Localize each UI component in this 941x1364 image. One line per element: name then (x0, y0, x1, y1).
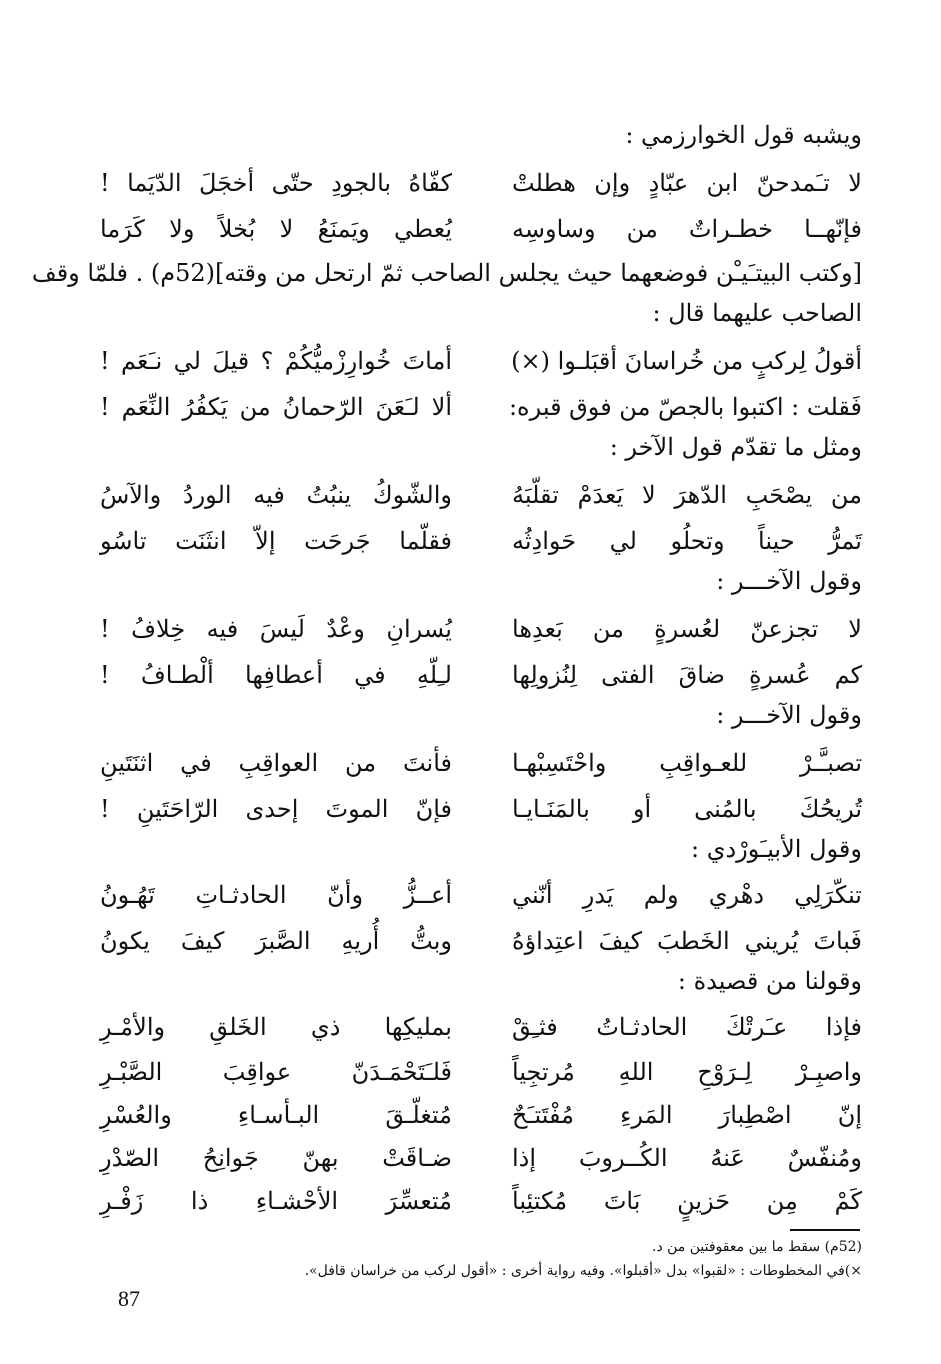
intro-line: وقول الآخـــر : (716, 701, 862, 729)
verse-first-hemistich: أقولُ لِركبٍ من خُراسانَ أقبَلـوا (×) (511, 347, 862, 375)
verse-first-hemistich: تصبـَّـرْ للعـواقِبِ واحْتَسِبْهـا (512, 749, 862, 777)
verse-line (100, 922, 862, 960)
verse-first-hemistich: فإنّهــا خطـراتٌ من وساوسِه (512, 215, 862, 243)
footnote: ×)في المخطوطات : «لقبوا» بدل «أقبلوا». وفيه رواية أخرى : «أقول لركب من خراسان قافل». (304, 1263, 862, 1279)
verse-line (100, 476, 862, 514)
verse-first-hemistich: لا تـَمدحنّ ابن عبّادٍ وإن هطلتْ (512, 169, 862, 197)
verse-second-hemistich: يُسرانِ وعْدٌ لَيسَ فيه خِلافُ ! (100, 615, 452, 643)
verse-second-hemistich: فأنتَ من العواقِبِ في اثنَتَينِ (100, 749, 452, 777)
verse-second-hemistich: فقلّما جَرحَت إلاّ انثَنَت تاسُو (100, 527, 452, 555)
verse-second-hemistich: يُعطي ويَمنَعُ لا بُخلاً ولا كَرَما (100, 215, 452, 243)
intro-line: وقول الأبيـَورْدي : (690, 835, 862, 863)
verse-first-hemistich: إنّ اصْطِبارَ المَرءِ مُفْتَتـَحٌ (512, 1101, 862, 1129)
verse-second-hemistich: أعــزُّ وأنّ الحادثـاتِ تَهُـونُ (100, 881, 452, 909)
verse-first-hemistich: فإذا عـَرتْكَ الحادثـاتُ فثـِقْ (512, 1013, 862, 1041)
verse-first-hemistich: كَمْ مِن حَزينٍ بَاتَ مُكتئِباً (512, 1187, 862, 1215)
verse-line (100, 1053, 862, 1091)
verse-second-hemistich: مُتعسِّرَ الأحْشـاءِ ذا زَفْـرِ (100, 1187, 452, 1215)
verse-first-hemistich: تُريحُكَ بالمُنى أو بالمَنَـايـا (512, 795, 862, 823)
verse-first-hemistich: تنكّرَلِي دهْري ولم يَدرِ أنّني (512, 881, 862, 909)
page-number: 87 (118, 1286, 140, 1311)
verse-first-hemistich: من يصْحَبِ الدّهرَ لا يَعدَمْ تقلّبَهُ (512, 481, 862, 509)
verse-line (100, 1096, 862, 1134)
prose-line: [وكتب البيتـَيـْن فوضعهما حيث يجلس الصاحب ثمّ ارتحل من وقته](52م) . فلمّا وقف (31, 259, 862, 287)
intro-line: ومثل ما تقدّم قول الآخر : (609, 433, 862, 461)
verse-line (100, 1008, 862, 1046)
prose-line: الصاحب عليهما قال : (652, 299, 862, 327)
verse-line (100, 522, 862, 560)
footnote: (52م) سقط ما بين معقوفتين من د. (652, 1239, 862, 1255)
verse-first-hemistich: ومُنفّسٌ عَنهُ الكُــروبَ إذا (512, 1144, 862, 1172)
verse-line (100, 790, 862, 828)
verse-first-hemistich: فَباتَ يُريني الخَطبَ كيفَ اعتِداؤهُ (512, 927, 862, 955)
verse-first-hemistich: تَمرُّ حيناً وتحلُو لي حَوادِثُه (512, 527, 862, 555)
verse-line (100, 388, 862, 426)
verse-line (100, 610, 862, 648)
footnote-separator (790, 1229, 860, 1231)
intro-line: ويشبه قول الخوارزمي : (625, 121, 862, 149)
verse-second-hemistich: والشّوكُ ينبُتُ فيه الوردُ والآسُ (100, 481, 452, 509)
verse-first-hemistich: كم عُسرةٍ ضاقَ الفتى لِنُزولِها (512, 661, 862, 689)
verse-second-hemistich: لـِلّهِ في أعطافِها ألْطـافُ ! (100, 661, 452, 689)
verse-line (100, 164, 862, 202)
verse-second-hemistich: مُتغلّـقَ البـأسـاءِ والعُسْرِ (100, 1101, 452, 1129)
verse-line (100, 1182, 862, 1220)
verse-first-hemistich: لا تجزعنّ لعُسرةٍ من بَعدِها (512, 615, 862, 643)
verse-first-hemistich: واصبِـرْ لِـرَوْحِ اللهِ مُرتجِياً (512, 1058, 862, 1086)
verse-line (100, 744, 862, 782)
verse-line (100, 656, 862, 694)
verse-second-hemistich: ضـاقَتْ بهنّ جَوانِحُ الصّدْرِ (100, 1144, 452, 1172)
verse-second-hemistich: وبتُّ أُريهِ الصَّبرَ كيفَ يكونُ (100, 927, 452, 955)
verse-first-hemistich: فَقلت : اكتبوا بالجصّ من فوق قبره: (508, 393, 862, 421)
verse-line (100, 342, 862, 380)
verse-line (100, 876, 862, 914)
verse-second-hemistich: فَلـَتَحْمَـدَنّ عواقِبَ الصَّبْـرِ (100, 1058, 452, 1086)
verse-second-hemistich: أماتَ خُوارِزْميُّكُمْ ؟ قيلَ لي نـَعَم ! (100, 347, 452, 375)
verse-line (100, 1139, 862, 1177)
verse-second-hemistich: بمليكِها ذي الخَلقِ والأمْـرِ (100, 1013, 452, 1041)
intro-line: وقولنا من قصيدة : (677, 967, 862, 995)
intro-line: وقول الآخـــر : (716, 567, 862, 595)
verse-line (100, 210, 862, 248)
verse-second-hemistich: فإنّ الموتَ إحدى الرّاحَتَينِ ! (100, 795, 452, 823)
verse-second-hemistich: كفّاهُ بالجودِ حتّى أخجَلَ الدّيَما ! (100, 169, 452, 197)
verse-second-hemistich: ألا لـَعَنَ الرّحمانُ من يَكفُرُ النِّعَم ! (100, 393, 452, 421)
